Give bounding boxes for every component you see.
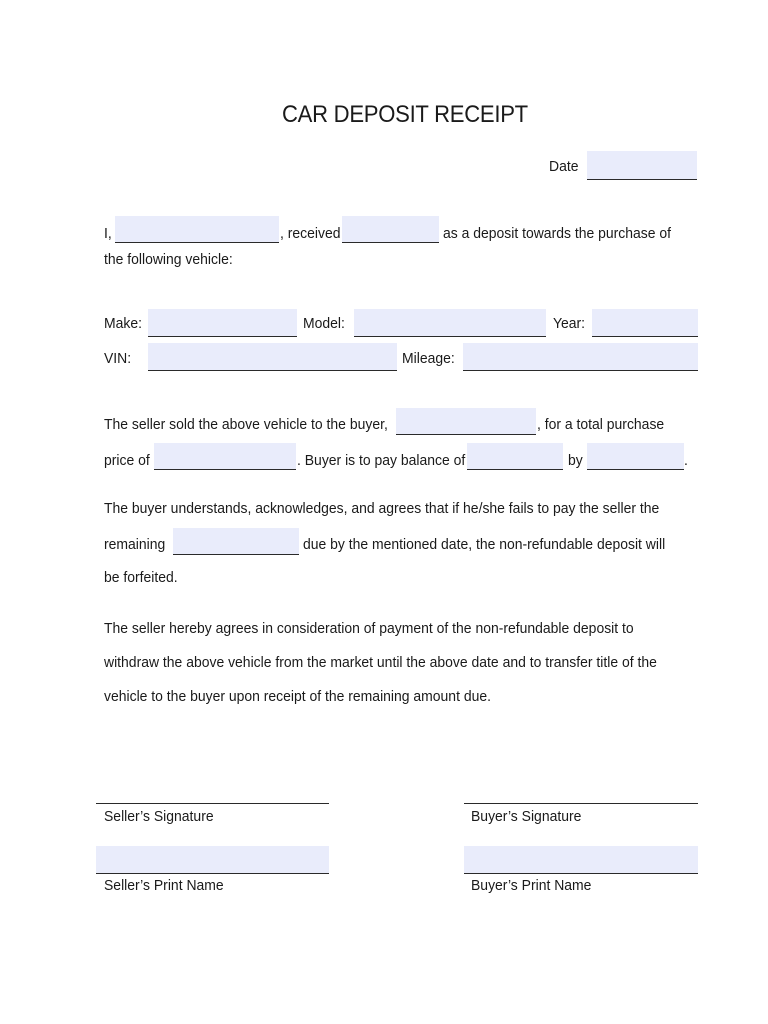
by-label: by [568, 452, 583, 469]
seller-signature-label: Seller’s Signature [104, 808, 214, 825]
intro-i-label: I, [104, 225, 112, 242]
seller-print-name-label: Seller’s Print Name [104, 877, 224, 894]
date-label: Date [549, 158, 579, 175]
remaining-amount-field[interactable] [173, 528, 299, 555]
balance-label: . Buyer is to pay balance of [297, 452, 466, 469]
model-field[interactable] [354, 309, 546, 337]
date-field[interactable] [587, 151, 697, 180]
due-label: due by the mentioned date, the non-refundable deposit will [303, 536, 666, 553]
make-label: Make: [104, 315, 142, 332]
name-field[interactable] [115, 216, 279, 243]
page-title: CAR DEPOSIT RECEIPT [282, 101, 528, 128]
vehicle-label: the following vehicle: [104, 251, 233, 268]
model-label: Model: [303, 315, 345, 332]
buyer-signature-line[interactable] [464, 803, 698, 804]
balance-amount-field[interactable] [467, 443, 563, 470]
mileage-label: Mileage: [402, 350, 455, 367]
buyer-print-name-field[interactable] [464, 846, 698, 874]
buyer-print-name-label: Buyer’s Print Name [471, 877, 592, 894]
balance-due-date-field[interactable] [587, 443, 684, 470]
terms-line-1: The buyer understands, acknowledges, and agrees that if he/she fails to pay the seller the [104, 500, 660, 517]
deposit-amount-field[interactable] [342, 216, 439, 243]
buyer-name-field[interactable] [396, 408, 536, 435]
buyer-signature-label: Buyer’s Signature [471, 808, 582, 825]
agreement-line-1: The seller hereby agrees in consideration of payment of the non-refundable deposit to [104, 620, 634, 637]
agreement-line-2: withdraw the above vehicle from the market until the above date and to transfer title of the [104, 654, 657, 671]
price-of-label: price of [104, 452, 150, 469]
seller-signature-line[interactable] [96, 803, 329, 804]
vin-field[interactable] [148, 343, 397, 371]
year-field[interactable] [592, 309, 698, 337]
agreement-line-3: vehicle to the buyer upon receipt of the remaining amount due. [104, 688, 491, 705]
total-purchase-label: , for a total purchase [537, 416, 665, 433]
remaining-label: remaining [104, 536, 166, 553]
total-price-field[interactable] [154, 443, 296, 470]
seller-print-name-field[interactable] [96, 846, 329, 874]
received-label: , received [280, 225, 341, 242]
vin-label: VIN: [104, 350, 132, 367]
deposit-label: as a deposit towards the purchase of [443, 225, 671, 242]
year-label: Year: [553, 315, 586, 332]
period: . [684, 452, 688, 469]
forfeited-label: be forfeited. [104, 569, 178, 586]
make-field[interactable] [148, 309, 297, 337]
seller-sold-label: The seller sold the above vehicle to the buyer, [104, 416, 388, 433]
mileage-field[interactable] [463, 343, 698, 371]
